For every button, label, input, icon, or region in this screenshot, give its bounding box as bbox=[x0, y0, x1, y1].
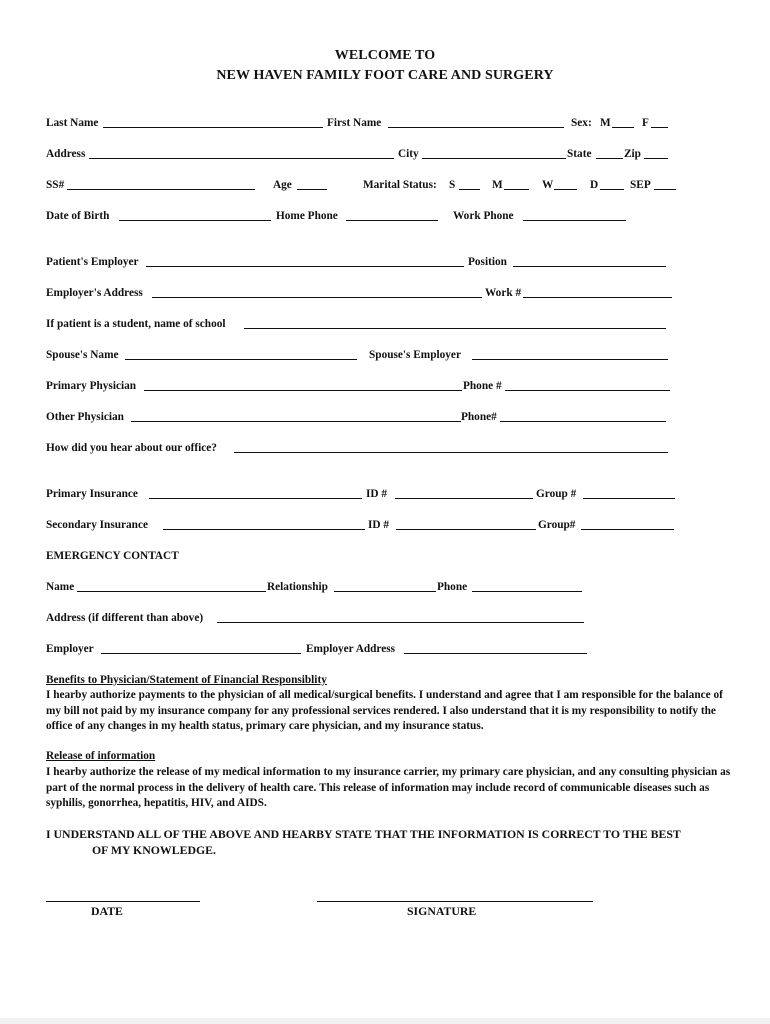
row-primary-insurance bbox=[46, 487, 746, 503]
how-heard-field[interactable] bbox=[234, 452, 668, 453]
row-emergency-address bbox=[46, 611, 746, 627]
ec-employer-address-field[interactable] bbox=[404, 653, 587, 654]
ec-relationship-field[interactable] bbox=[334, 591, 436, 592]
first-name-field[interactable] bbox=[388, 127, 564, 128]
home-phone-field[interactable] bbox=[346, 220, 438, 221]
ec-employer-address-label: Employer Address bbox=[306, 643, 396, 655]
patient-employer-label: Patient's Employer bbox=[46, 256, 139, 268]
ec-phone-label: Phone bbox=[437, 581, 468, 593]
student-school-label: If patient is a student, name of school bbox=[46, 318, 226, 330]
sex-m-label: M bbox=[600, 117, 611, 129]
zip-label: Zip bbox=[624, 148, 641, 160]
secondary-id-field[interactable] bbox=[396, 529, 536, 530]
marital-s-field[interactable] bbox=[459, 189, 480, 190]
work-phone-field[interactable] bbox=[523, 220, 626, 221]
release-text: I hearby authorize the release of my medical information to my insurance carrier, my primary care physician, and any consulting physician as part of the normal process in the delivery of health care. This release of information may include record of communicable diseases such as syphilis, gonorrhea, hepatitis, HIV, and AIDS. bbox=[46, 766, 731, 809]
position-field[interactable] bbox=[513, 266, 666, 267]
ss-label: SS# bbox=[46, 179, 65, 191]
row-address bbox=[46, 147, 746, 163]
ec-employer-field[interactable] bbox=[101, 653, 301, 654]
row-spouse bbox=[46, 348, 746, 364]
secondary-group-field[interactable] bbox=[581, 529, 674, 530]
spouse-employer-field[interactable] bbox=[472, 359, 668, 360]
row-ss-age-marital bbox=[46, 178, 746, 194]
ss-field[interactable] bbox=[67, 189, 255, 190]
home-phone-label: Home Phone bbox=[276, 210, 338, 222]
primary-physician-label: Primary Physician bbox=[46, 380, 137, 392]
primary-insurance-field[interactable] bbox=[149, 498, 362, 499]
ec-phone-field[interactable] bbox=[472, 591, 582, 592]
acknowledgement-statement bbox=[46, 826, 746, 858]
ec-name-field[interactable] bbox=[77, 591, 266, 592]
primary-id-label: ID # bbox=[366, 488, 388, 500]
row-dob-phones bbox=[46, 209, 746, 225]
work-number-field[interactable] bbox=[523, 297, 672, 298]
physician-phone-label: Phone # bbox=[463, 380, 502, 392]
row-emergency-heading bbox=[46, 549, 746, 565]
employer-address-field[interactable] bbox=[152, 297, 482, 298]
student-school-field[interactable] bbox=[244, 328, 666, 329]
marital-sep-label: SEP bbox=[630, 179, 651, 191]
secondary-group-label: Group# bbox=[538, 519, 576, 531]
first-name-label: First Name bbox=[327, 117, 382, 129]
title-welcome: WELCOME TO bbox=[334, 48, 436, 63]
address-field[interactable] bbox=[89, 158, 394, 159]
position-label: Position bbox=[468, 256, 507, 268]
title-practice-name: NEW HAVEN FAMILY FOOT CARE AND SURGERY bbox=[216, 68, 554, 83]
sex-m-field[interactable] bbox=[612, 127, 634, 128]
ec-relationship-label: Relationship bbox=[267, 581, 328, 593]
other-physician-phone-label: Phone# bbox=[461, 411, 497, 423]
primary-id-field[interactable] bbox=[395, 498, 533, 499]
other-physician-label: Other Physician bbox=[46, 411, 124, 423]
employer-address-label: Employer's Address bbox=[46, 287, 143, 299]
statement-line-2: OF MY KNOWLEDGE. bbox=[92, 843, 216, 857]
secondary-id-label: ID # bbox=[368, 519, 390, 531]
sex-f-field[interactable] bbox=[651, 127, 668, 128]
marital-status-label: Marital Status: bbox=[363, 179, 437, 191]
city-field[interactable] bbox=[422, 158, 566, 159]
row-secondary-insurance bbox=[46, 518, 746, 534]
dob-label: Date of Birth bbox=[46, 210, 110, 222]
secondary-insurance-field[interactable] bbox=[163, 529, 365, 530]
row-other-physician bbox=[46, 410, 746, 426]
marital-w-label: W bbox=[542, 179, 554, 191]
emergency-contact-heading: EMERGENCY CONTACT bbox=[46, 550, 179, 562]
primary-group-field[interactable] bbox=[583, 498, 675, 499]
zip-field[interactable] bbox=[644, 158, 668, 159]
marital-s-label: S bbox=[449, 179, 456, 191]
patient-employer-field[interactable] bbox=[146, 266, 464, 267]
marital-d-label: D bbox=[590, 179, 599, 191]
statement-line-1: I UNDERSTAND ALL OF THE ABOVE AND HEARBY STATE THAT THE INFORMATION IS CORRECT TO THE BEST bbox=[46, 827, 681, 841]
primary-insurance-label: Primary Insurance bbox=[46, 488, 138, 500]
ec-address-label: Address (if different than above) bbox=[46, 612, 204, 624]
spouse-employer-label: Spouse's Employer bbox=[369, 349, 461, 361]
ec-employer-label: Employer bbox=[46, 643, 94, 655]
row-emergency-name bbox=[46, 580, 746, 596]
row-employer-address bbox=[46, 286, 746, 302]
row-how-heard bbox=[46, 441, 746, 457]
benefits-heading: Benefits to Physician/Statement of Financial Responsiblity bbox=[46, 674, 327, 686]
ec-address-field[interactable] bbox=[217, 622, 584, 623]
primary-physician-field[interactable] bbox=[144, 390, 462, 391]
address-label: Address bbox=[46, 148, 86, 160]
row-primary-physician bbox=[46, 379, 746, 395]
state-field[interactable] bbox=[596, 158, 623, 159]
last-name-field[interactable] bbox=[103, 127, 323, 128]
row-name bbox=[46, 116, 746, 132]
state-label: State bbox=[567, 148, 592, 160]
spouse-name-label: Spouse's Name bbox=[46, 349, 119, 361]
work-phone-label: Work Phone bbox=[453, 210, 514, 222]
signature-line[interactable] bbox=[317, 901, 593, 902]
city-label: City bbox=[398, 148, 419, 160]
release-heading: Release of information bbox=[46, 750, 156, 762]
row-emergency-employer bbox=[46, 642, 746, 658]
benefits-text: I hearby authorize payments to the physician of all medical/surgical benefits. I understand and agree that I am responsible for the balance of my bill not paid by my insurance company for any professional services rendered. I also understand that it is my responsibility to notify the office of any changes in my health status, primary care physician, and my insurance status. bbox=[46, 689, 723, 732]
marital-m-field[interactable] bbox=[504, 189, 529, 190]
secondary-insurance-label: Secondary Insurance bbox=[46, 519, 148, 531]
spouse-name-field[interactable] bbox=[125, 359, 357, 360]
signature-label: SIGNATURE bbox=[407, 904, 477, 918]
row-student-school bbox=[46, 317, 746, 333]
ec-name-label: Name bbox=[46, 581, 75, 593]
date-line[interactable] bbox=[46, 901, 200, 902]
row-employer bbox=[46, 255, 746, 271]
dob-field[interactable] bbox=[119, 220, 271, 221]
other-physician-field[interactable] bbox=[131, 421, 461, 422]
primary-group-label: Group # bbox=[536, 488, 577, 500]
sex-f-label: F bbox=[642, 117, 649, 129]
sex-label: Sex: bbox=[571, 117, 592, 129]
marital-sep-field[interactable] bbox=[654, 189, 676, 190]
how-heard-label: How did you hear about our office? bbox=[46, 442, 217, 454]
work-number-label: Work # bbox=[485, 287, 522, 299]
age-label: Age bbox=[273, 179, 292, 191]
age-field[interactable] bbox=[297, 189, 327, 190]
marital-m-label: M bbox=[492, 179, 503, 191]
marital-d-field[interactable] bbox=[600, 189, 624, 190]
last-name-label: Last Name bbox=[46, 117, 99, 129]
marital-w-field[interactable] bbox=[554, 189, 577, 190]
date-label: DATE bbox=[91, 904, 123, 918]
physician-phone-field[interactable] bbox=[505, 390, 670, 391]
other-physician-phone-field[interactable] bbox=[500, 421, 666, 422]
